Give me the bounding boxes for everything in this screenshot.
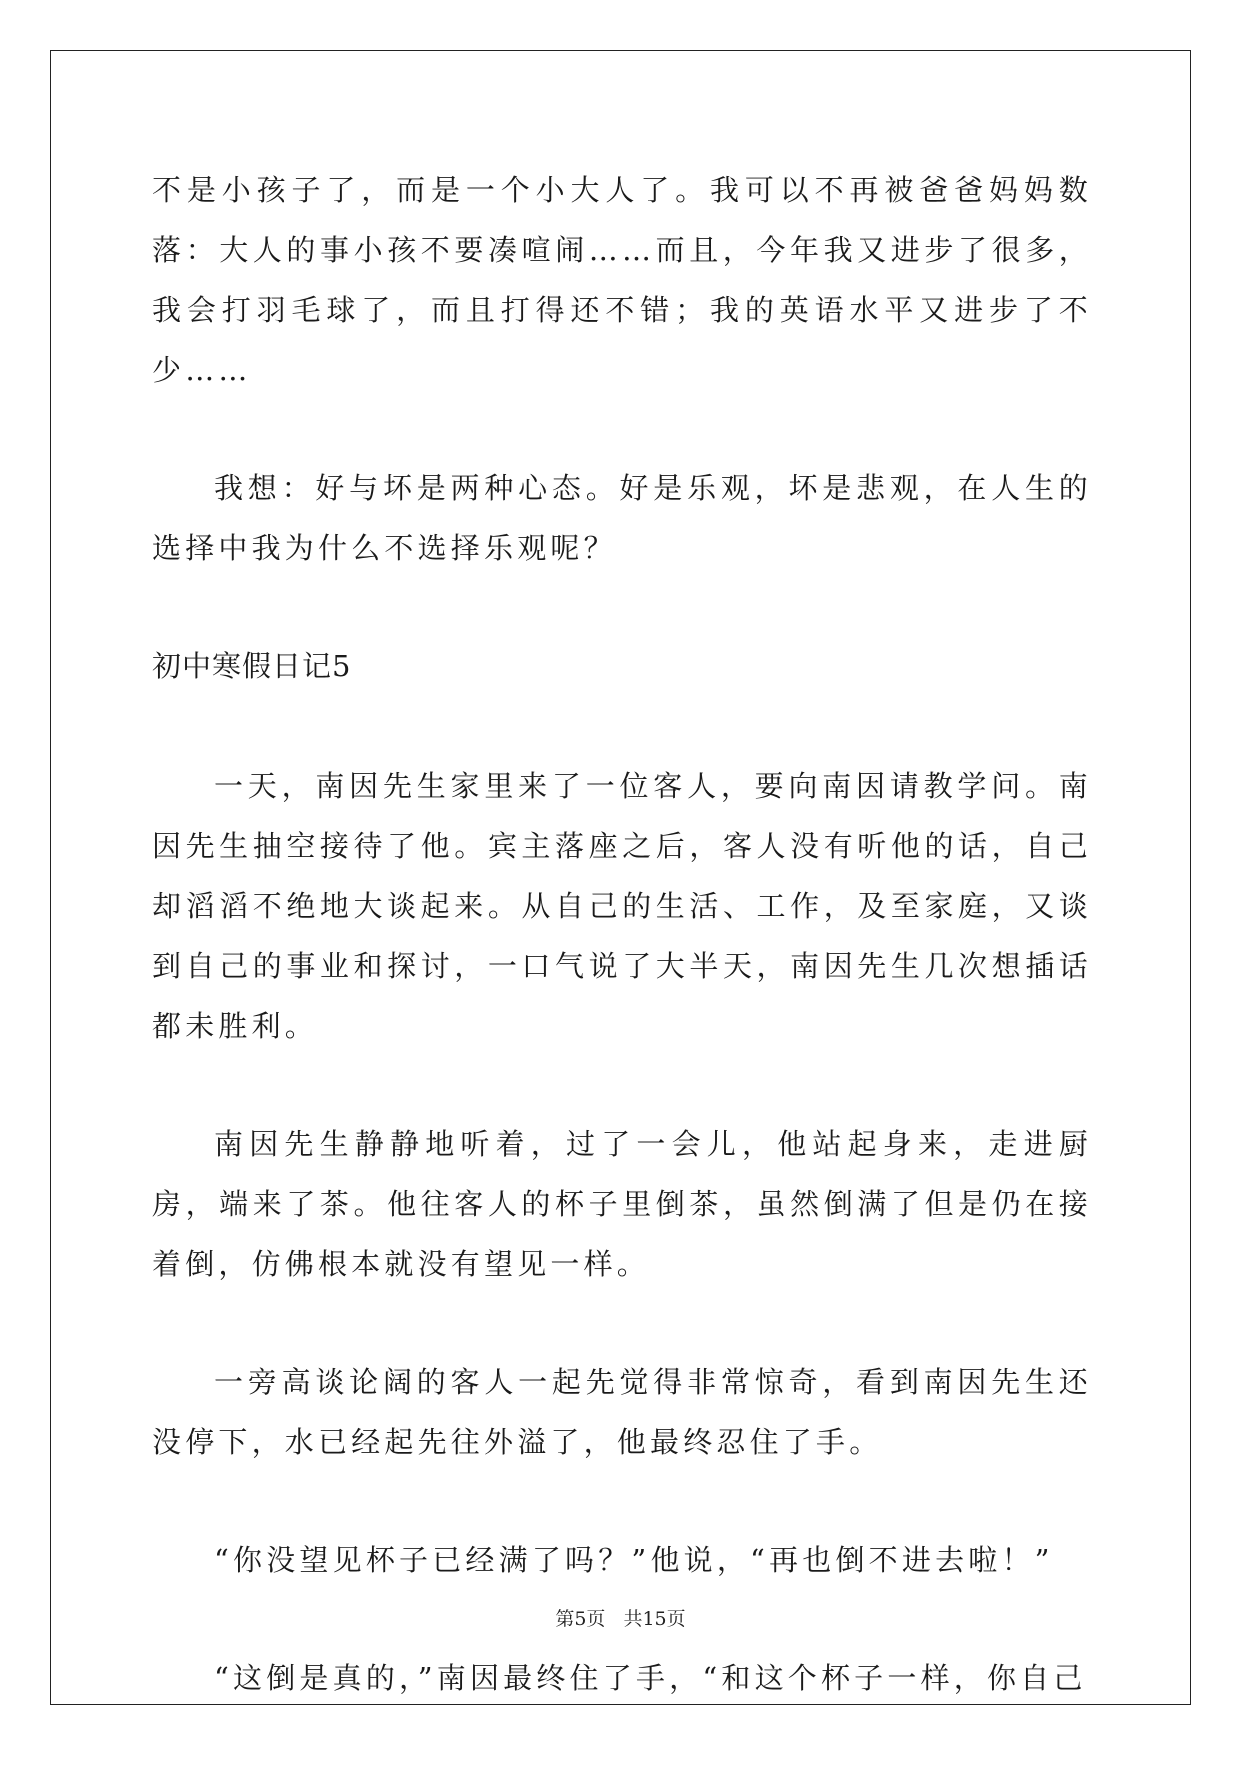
page-number: 第5页 (555, 1608, 606, 1630)
paragraph-6: “你没望见杯子已经满了吗？”他说，“再也倒不进去啦！” (214, 1543, 1054, 1577)
paragraph-2: 我想：好与坏是两种心态。好是乐观，坏是悲观，在人生的选择中我为什么不选择乐观呢？ (152, 471, 1092, 565)
paragraph-4: 南因先生静静地听着，过了一会儿，他站起身来，走进厨房，端来了茶。他往客人的杯子里倒茶，虽然倒满了但是仍在接着倒，仿佛根本就没有望见一样。 (152, 1127, 1092, 1281)
section-heading: 初中寒假日记5 (152, 649, 352, 683)
paragraph-3: 一天，南因先生家里来了一位客人，要向南因请教学问。南因先生抽空接待了他。宾主落座之后，客人没有听他的话，自己却滔滔不绝地大谈起来。从自己的生活、工作，及至家庭，又谈到自己的事业和探讨，一口气说了大半天，南因先生几次想插话都未胜利。 (152, 769, 1092, 1043)
document-body (152, 160, 1092, 1766)
paragraph-5: 一旁高谈论阔的客人一起先觉得非常惊奇，看到南因先生还没停下，水已经起先往外溢了，他最终忍住了手。 (152, 1365, 1092, 1459)
paragraph-1: 不是小孩子了，而是一个小大人了。我可以不再被爸爸妈妈数落：大人的事小孩不要凑喧闹……而且，今年我又进步了很多，我会打羽毛球了，而且打得还不错；我的英语水平又进步了不少…… (152, 173, 1092, 387)
page-footer (0, 1604, 1241, 1631)
paragraph-7: “这倒是真的，”南因最终住了手，“和这个杯子一样，你自己 (214, 1661, 1087, 1695)
page-total: 共15页 (623, 1608, 686, 1630)
